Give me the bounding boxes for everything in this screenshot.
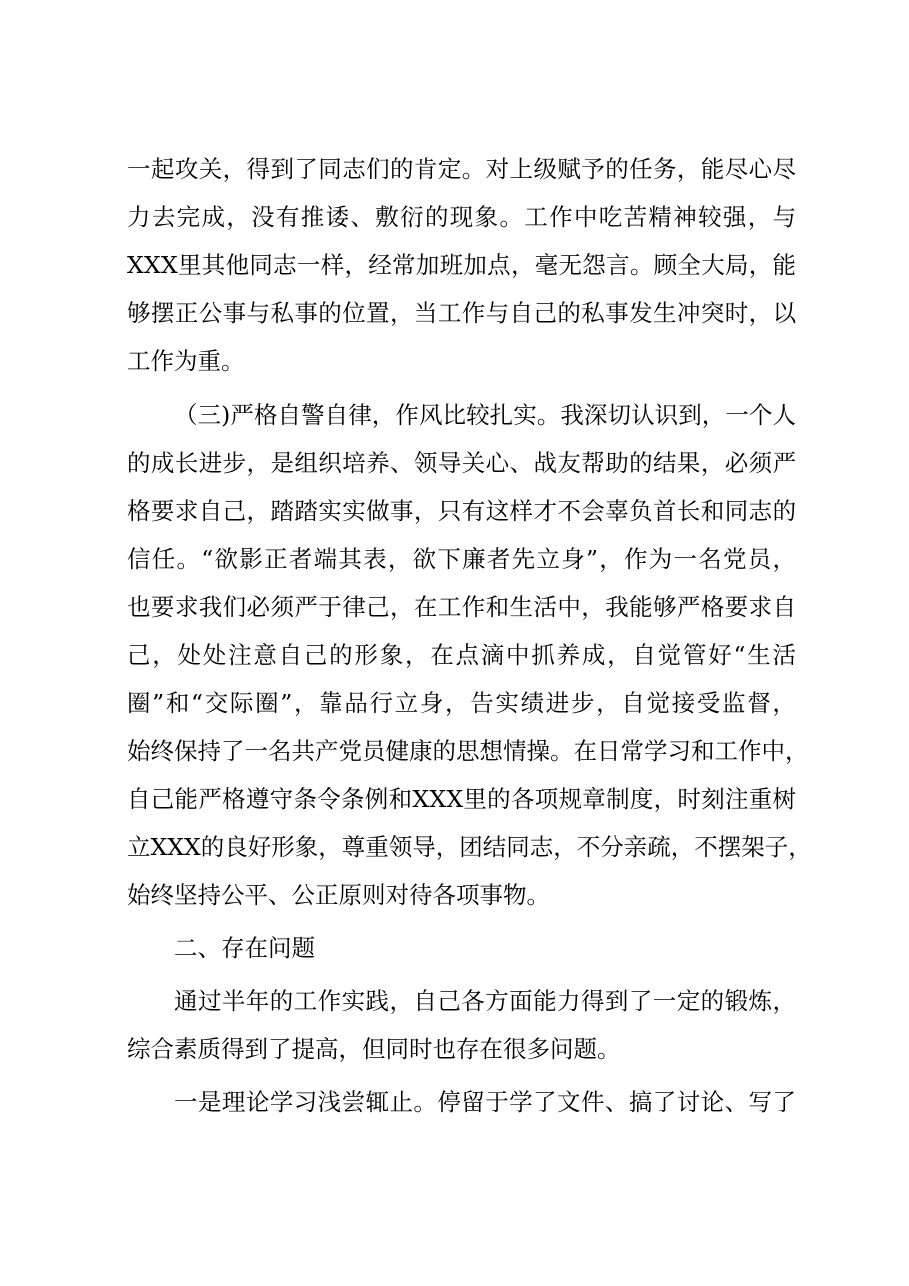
line-text: 己，处处注意自己的形象，在点滴中抓养成，自觉管好“生活 [127,641,798,669]
text-line [0,443,909,483]
line-text: 工作为重。 [127,347,245,375]
line-text: 力去完成，没有推诿、敷衍的现象。工作中吃苦精神较强，与 [127,203,798,231]
text-line [0,779,909,819]
text-line [0,341,909,381]
line-text: XXX里其他同志一样，经常加班加点，毫无怨言。顾全大局，能 [127,251,797,279]
line-text: 始终坚持公平、公正原则对待各项事物。 [127,881,550,909]
paragraph-start-line [0,1082,909,1122]
line-text: 也要求我们必须严于律己，在工作和生活中，我能够严格要求自 [127,593,797,621]
line-text: 够摆正公事与私事的位置，当工作与自己的私事发生冲突时，以 [127,299,797,327]
line-text: 始终保持了一名共产党员健康的思想情操。在日常学习和工作中， [127,737,809,765]
text-line [0,1029,909,1069]
line-text: 一起攻关，得到了同志们的肯定。对上级赋予的任务，能尽心尽 [127,155,797,183]
line-text: 一是理论学习浅尝辄止。停留于学了文件、搞了讨论、写了 [174,1088,797,1116]
line-text: （三)严格自警自律，作风比较扎实。我深切认识到，一个人 [174,401,797,429]
line-text: 信任。“欲影正者端其表，欲下廉者先立身”，作为一名党员， [127,545,798,573]
text-line [0,539,909,579]
text-line [0,491,909,531]
line-text: 的成长进步，是组织培养、领导关心、战友帮助的结果，必须严 [127,449,797,477]
line-text: 立XXX的良好形象，尊重领导，团结同志，不分亲疏，不摆架子， [127,833,812,861]
text-line [0,683,909,723]
text-line [0,827,909,867]
text-line [0,293,909,333]
line-text: 综合素质得到了提高，但同时也存在很多问题。 [127,1035,621,1063]
line-text: 圈”和“交际圈”，靠品行立身，告实绩进步，自觉接受监督， [127,689,798,717]
section-heading [0,928,909,968]
text-line [0,875,909,915]
paragraph-start-line [0,395,909,435]
paragraph-start-line [0,981,909,1021]
text-line [0,197,909,237]
text-line [0,587,909,627]
text-line [0,245,909,285]
text-line [0,731,909,771]
line-text: 通过半年的工作实践，自己各方面能力得到了一定的锻炼， [174,987,797,1015]
line-text: 自己能严格遵守条令条例和XXX里的各项规章制度，时刻注重树 [127,785,797,813]
section-heading-text: 二、存在问题 [174,934,315,962]
text-line [0,635,909,675]
line-text: 格要求自己，踏踏实实做事，只有这样才不会辜负首长和同志的 [127,497,797,525]
text-line [0,149,909,189]
